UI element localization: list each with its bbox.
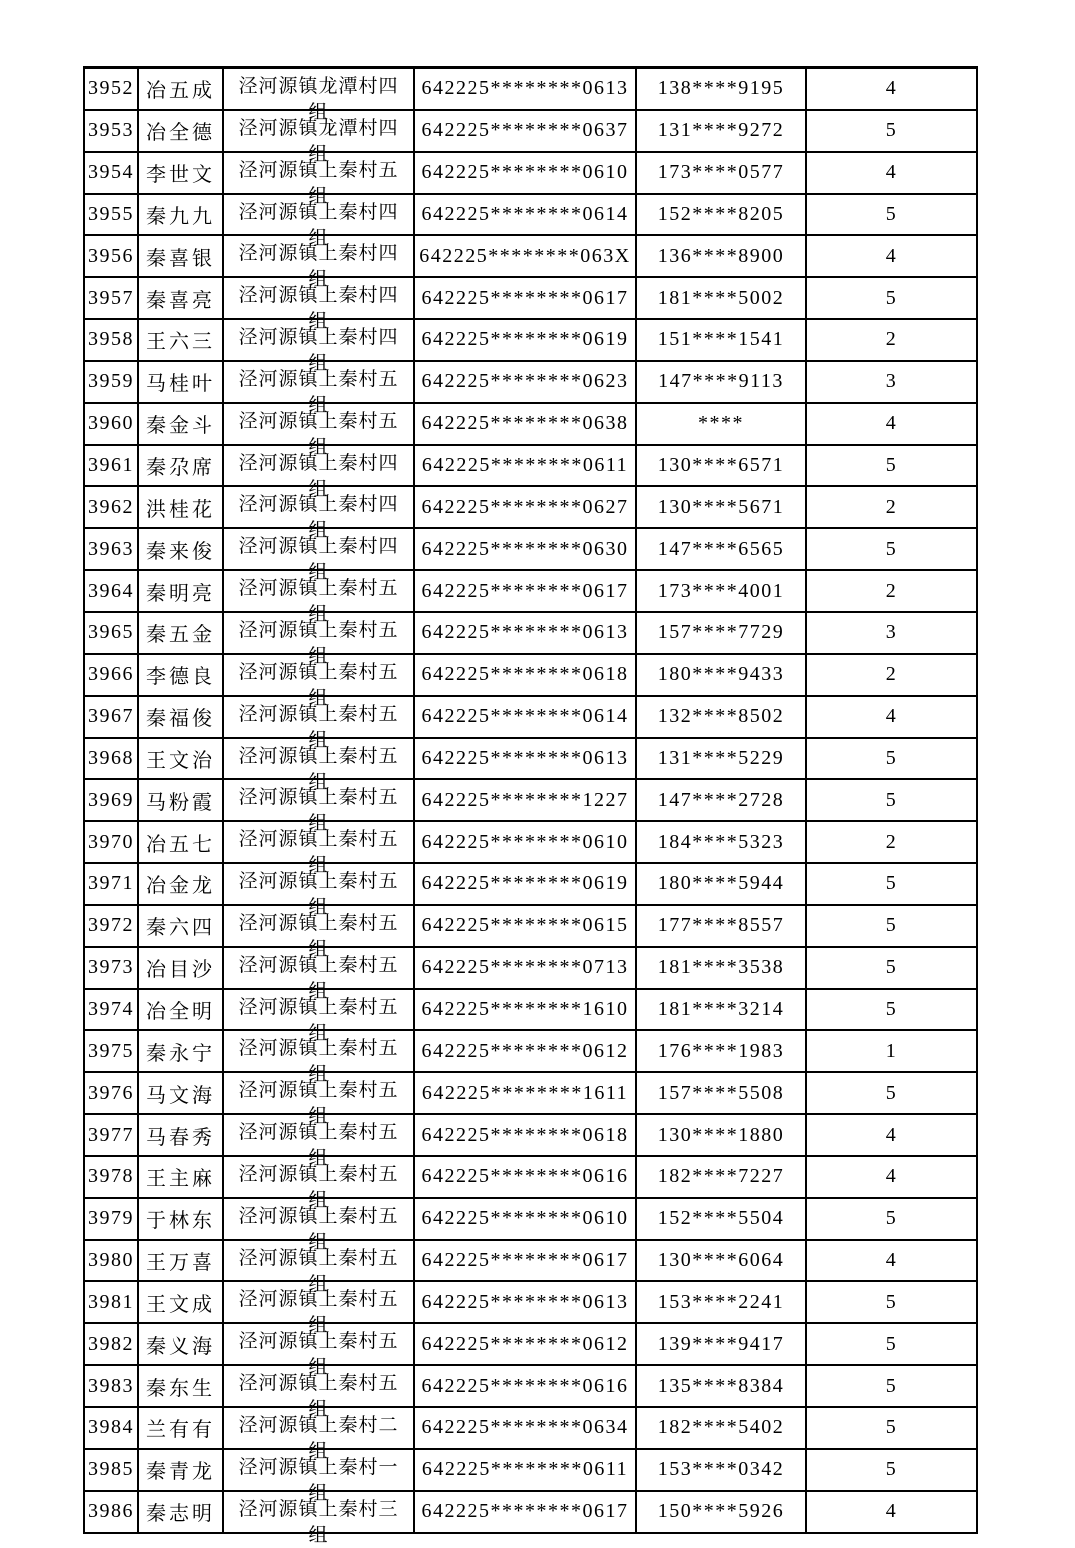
cell-household-count: 5 xyxy=(806,905,977,947)
cell-address xyxy=(223,361,414,416)
address-text: 泾河源镇上秦村五 组 xyxy=(238,702,399,751)
address-text: 泾河源镇上秦村五 组 xyxy=(238,1330,399,1379)
cell-household-count: 4 xyxy=(806,235,977,277)
cell-name: 王文治 xyxy=(138,738,223,780)
cell-address xyxy=(223,1072,414,1128)
cell-name: 王主麻 xyxy=(138,1156,223,1198)
cell-id-masked: 642225********1227 xyxy=(414,779,636,821)
table-row xyxy=(84,1198,977,1240)
cell-id-masked: 642225********1610 xyxy=(414,989,636,1031)
address-text: 泾河源镇上秦村四 组 xyxy=(238,326,399,375)
cell-phone-masked: 151****1541 xyxy=(636,319,806,361)
cell-household-count: 2 xyxy=(806,821,977,863)
cell-name: 冶五七 xyxy=(138,821,223,863)
address-text: 泾河源镇上秦村五 组 xyxy=(238,618,399,667)
cell-household-count: 5 xyxy=(806,277,977,319)
cell-row-number: 3953 xyxy=(84,110,138,152)
table-row xyxy=(84,612,977,654)
cell-name: 秦福俊 xyxy=(138,696,223,738)
address-text: 泾河源镇龙潭村四 组 xyxy=(238,116,399,165)
cell-address xyxy=(223,1198,414,1253)
cell-household-count: 4 xyxy=(806,68,977,110)
address-text: 泾河源镇上秦村五 组 xyxy=(238,367,399,416)
cell-household-count: 4 xyxy=(806,1240,977,1282)
cell-household-count: 4 xyxy=(806,152,977,194)
cell-address xyxy=(223,1114,414,1170)
table-row xyxy=(84,1072,977,1114)
cell-name: 李德良 xyxy=(138,654,223,696)
cell-row-number: 3960 xyxy=(84,403,138,445)
address-text: 泾河源镇上秦村五 组 xyxy=(238,995,399,1044)
cell-address xyxy=(223,1407,414,1462)
address-text: 泾河源镇上秦村五 组 xyxy=(238,1204,399,1253)
cell-row-number: 3980 xyxy=(84,1240,138,1282)
cell-row-number: 3984 xyxy=(84,1407,138,1449)
cell-household-count: 5 xyxy=(806,1407,977,1449)
cell-row-number: 3974 xyxy=(84,989,138,1031)
table-row xyxy=(84,403,977,445)
cell-id-masked: 642225********0619 xyxy=(414,319,636,361)
cell-phone-masked: 132****8502 xyxy=(636,696,806,738)
cell-id-masked: 642225********0617 xyxy=(414,1240,636,1282)
cell-phone-masked: 184****5323 xyxy=(636,821,806,863)
cell-name: 秦来俊 xyxy=(138,528,223,570)
cell-address xyxy=(223,403,414,458)
cell-household-count: 5 xyxy=(806,445,977,487)
cell-household-count: 3 xyxy=(806,612,977,654)
cell-address xyxy=(223,1281,414,1337)
address-text: 泾河源镇上秦村五 组 xyxy=(238,660,399,709)
cell-address xyxy=(223,277,414,333)
cell-row-number: 3978 xyxy=(84,1156,138,1198)
address-text: 泾河源镇上秦村四 组 xyxy=(238,535,399,584)
cell-household-count: 5 xyxy=(806,194,977,236)
cell-id-masked: 642225********0627 xyxy=(414,486,636,528)
cell-address xyxy=(223,110,414,165)
cell-phone-masked: 176****1983 xyxy=(636,1030,806,1072)
cell-address xyxy=(223,235,414,291)
address-text: 泾河源镇上秦村五 组 xyxy=(238,786,399,835)
cell-address xyxy=(223,319,414,375)
cell-phone-masked: 181****5002 xyxy=(636,277,806,319)
cell-address xyxy=(223,1449,414,1504)
cell-address xyxy=(223,1323,414,1379)
cell-id-masked: 642225********0613 xyxy=(414,738,636,780)
cell-household-count: 5 xyxy=(806,1323,977,1365)
cell-household-count: 4 xyxy=(806,1114,977,1156)
cell-household-count: 2 xyxy=(806,654,977,696)
cell-id-masked: 642225********0619 xyxy=(414,863,636,905)
address-text: 泾河源镇上秦村三 组 xyxy=(238,1497,399,1546)
cell-phone-masked: 138****9195 xyxy=(636,68,806,110)
cell-phone-masked: 130****6064 xyxy=(636,1240,806,1282)
cell-name: 秦六四 xyxy=(138,905,223,947)
cell-row-number: 3966 xyxy=(84,654,138,696)
cell-household-count: 2 xyxy=(806,570,977,612)
table-row xyxy=(84,863,977,905)
address-text: 泾河源镇上秦村五 组 xyxy=(238,577,399,626)
cell-address xyxy=(223,989,414,1044)
cell-household-count: 5 xyxy=(806,947,977,989)
cell-row-number: 3969 xyxy=(84,779,138,821)
table-row xyxy=(84,989,977,1031)
table-row xyxy=(84,696,977,738)
cell-row-number: 3983 xyxy=(84,1365,138,1407)
cell-address xyxy=(223,194,414,249)
cell-phone-masked: 136****8900 xyxy=(636,235,806,277)
cell-name: 秦喜亮 xyxy=(138,277,223,319)
table-row xyxy=(84,1449,977,1491)
cell-name: 秦青龙 xyxy=(138,1449,223,1491)
cell-household-count: 5 xyxy=(806,1449,977,1491)
cell-address xyxy=(223,738,414,793)
cell-address xyxy=(223,905,414,960)
cell-phone-masked: 157****5508 xyxy=(636,1072,806,1114)
address-text: 泾河源镇上秦村四 组 xyxy=(238,284,399,333)
table-row xyxy=(84,319,977,361)
cell-household-count: 5 xyxy=(806,989,977,1031)
cell-name: 兰有有 xyxy=(138,1407,223,1449)
cell-phone-masked: 152****8205 xyxy=(636,194,806,236)
address-text: 泾河源镇上秦村五 组 xyxy=(238,911,399,960)
address-text: 泾河源镇上秦村五 组 xyxy=(238,744,399,793)
table-row xyxy=(84,1323,977,1365)
residents-table xyxy=(83,66,978,1546)
cell-name: 秦五金 xyxy=(138,612,223,654)
cell-name: 王文成 xyxy=(138,1281,223,1323)
cell-phone-masked: 130****5671 xyxy=(636,486,806,528)
address-text: 泾河源镇上秦村五 组 xyxy=(238,953,399,1002)
cell-address xyxy=(223,654,414,709)
cell-name: 马文海 xyxy=(138,1072,223,1114)
cell-id-masked: 642225********0611 xyxy=(414,1449,636,1491)
cell-address xyxy=(223,1240,414,1295)
cell-phone-masked: 147****9113 xyxy=(636,361,806,403)
cell-row-number: 3973 xyxy=(84,947,138,989)
cell-name: 秦义海 xyxy=(138,1323,223,1365)
cell-row-number: 3986 xyxy=(84,1491,138,1533)
table-row xyxy=(84,738,977,780)
cell-household-count: 3 xyxy=(806,361,977,403)
cell-row-number: 3972 xyxy=(84,905,138,947)
cell-row-number: 3982 xyxy=(84,1323,138,1365)
cell-id-masked: 642225********0613 xyxy=(414,68,636,110)
cell-phone-masked: 180****5944 xyxy=(636,863,806,905)
cell-row-number: 3976 xyxy=(84,1072,138,1114)
cell-id-masked: 642225********0618 xyxy=(414,1114,636,1156)
cell-name: 秦金斗 xyxy=(138,403,223,445)
cell-id-masked: 642225********0615 xyxy=(414,905,636,947)
cell-phone-masked: 173****4001 xyxy=(636,570,806,612)
cell-row-number: 3971 xyxy=(84,863,138,905)
cell-id-masked: 642225********0617 xyxy=(414,277,636,319)
cell-household-count: 5 xyxy=(806,863,977,905)
cell-row-number: 3977 xyxy=(84,1114,138,1156)
table-row xyxy=(84,1156,977,1198)
cell-id-masked: 642225********0713 xyxy=(414,947,636,989)
residents-table-body xyxy=(84,68,977,1546)
table-row xyxy=(84,486,977,528)
cell-id-masked: 642225********0612 xyxy=(414,1030,636,1072)
cell-phone-masked: 131****5229 xyxy=(636,738,806,780)
cell-address xyxy=(223,1156,414,1211)
cell-name: 马粉霞 xyxy=(138,779,223,821)
cell-name: 李世文 xyxy=(138,152,223,194)
cell-id-masked: 642225********0612 xyxy=(414,1323,636,1365)
table-row xyxy=(84,194,977,236)
table-row xyxy=(84,654,977,696)
cell-phone-masked: 139****9417 xyxy=(636,1323,806,1365)
cell-id-masked: 642225********0610 xyxy=(414,152,636,194)
cell-id-masked: 642225********0610 xyxy=(414,821,636,863)
table-row xyxy=(84,1114,977,1156)
cell-id-masked: 642225********0637 xyxy=(414,110,636,152)
cell-household-count: 5 xyxy=(806,528,977,570)
address-text: 泾河源镇上秦村五 组 xyxy=(238,1372,399,1421)
cell-household-count: 5 xyxy=(806,738,977,780)
table-row xyxy=(84,361,977,403)
cell-row-number: 3956 xyxy=(84,235,138,277)
cell-row-number: 3967 xyxy=(84,696,138,738)
address-text: 泾河源镇上秦村五 组 xyxy=(238,158,399,207)
cell-address xyxy=(223,445,414,500)
cell-row-number: 3963 xyxy=(84,528,138,570)
cell-address xyxy=(223,612,414,667)
cell-name: 王六三 xyxy=(138,319,223,361)
cell-name: 冶目沙 xyxy=(138,947,223,989)
cell-row-number: 3964 xyxy=(84,570,138,612)
table-row xyxy=(84,1491,977,1533)
table-row xyxy=(84,947,977,989)
cell-phone-masked: 182****7227 xyxy=(636,1156,806,1198)
address-text: 泾河源镇上秦村四 组 xyxy=(238,242,399,291)
cell-row-number: 3962 xyxy=(84,486,138,528)
table-row xyxy=(84,68,977,110)
cell-phone-masked: 153****2241 xyxy=(636,1281,806,1323)
cell-name: 秦尕席 xyxy=(138,445,223,487)
address-text: 泾河源镇上秦村五 组 xyxy=(238,1246,399,1295)
cell-phone-masked: 135****8384 xyxy=(636,1365,806,1407)
cell-phone-masked: 131****9272 xyxy=(636,110,806,152)
table-row xyxy=(84,528,977,570)
table-row xyxy=(84,1030,977,1072)
table-row xyxy=(84,1365,977,1407)
cell-household-count: 4 xyxy=(806,696,977,738)
cell-id-masked: 642225********0638 xyxy=(414,403,636,445)
address-text: 泾河源镇上秦村五 组 xyxy=(238,828,399,877)
cell-household-count: 2 xyxy=(806,486,977,528)
cell-row-number: 3965 xyxy=(84,612,138,654)
cell-household-count: 4 xyxy=(806,1491,977,1533)
cell-name: 秦九九 xyxy=(138,194,223,236)
cell-name: 秦喜银 xyxy=(138,235,223,277)
cell-household-count: 5 xyxy=(806,1365,977,1407)
cell-address xyxy=(223,486,414,542)
cell-id-masked: 642225********0623 xyxy=(414,361,636,403)
cell-household-count: 4 xyxy=(806,403,977,445)
cell-row-number: 3961 xyxy=(84,445,138,487)
cell-id-masked: 642225********0611 xyxy=(414,445,636,487)
cell-row-number: 3979 xyxy=(84,1198,138,1240)
address-text: 泾河源镇上秦村五 组 xyxy=(238,1288,399,1337)
cell-phone-masked: 181****3538 xyxy=(636,947,806,989)
cell-id-masked: 642225********0630 xyxy=(414,528,636,570)
cell-id-masked: 642225********1611 xyxy=(414,1072,636,1114)
cell-address xyxy=(223,528,414,584)
cell-phone-masked: 173****0577 xyxy=(636,152,806,194)
cell-id-masked: 642225********0618 xyxy=(414,654,636,696)
cell-phone-masked: 150****5926 xyxy=(636,1491,806,1533)
cell-household-count: 4 xyxy=(806,1156,977,1198)
cell-id-masked: 642225********063X xyxy=(414,235,636,277)
cell-row-number: 3959 xyxy=(84,361,138,403)
cell-address xyxy=(223,68,414,123)
address-text: 泾河源镇上秦村二 组 xyxy=(238,1414,399,1462)
table-row xyxy=(84,779,977,821)
cell-id-masked: 642225********0613 xyxy=(414,612,636,654)
cell-row-number: 3957 xyxy=(84,277,138,319)
cell-name: 冶金龙 xyxy=(138,863,223,905)
cell-phone-masked: 153****0342 xyxy=(636,1449,806,1491)
cell-address xyxy=(223,1030,414,1086)
cell-address xyxy=(223,947,414,1002)
cell-phone-masked: 182****5402 xyxy=(636,1407,806,1449)
cell-household-count: 5 xyxy=(806,1072,977,1114)
cell-id-masked: 642225********0616 xyxy=(414,1156,636,1198)
cell-row-number: 3952 xyxy=(84,68,138,110)
cell-row-number: 3954 xyxy=(84,152,138,194)
cell-name: 洪桂花 xyxy=(138,486,223,528)
address-text: 泾河源镇上秦村五 组 xyxy=(238,1037,399,1086)
cell-household-count: 5 xyxy=(806,1198,977,1240)
cell-household-count: 1 xyxy=(806,1030,977,1072)
address-text: 泾河源镇上秦村四 组 xyxy=(238,200,399,249)
table-row xyxy=(84,235,977,277)
table-row xyxy=(84,1240,977,1282)
cell-phone-masked: 147****2728 xyxy=(636,779,806,821)
cell-address xyxy=(223,1491,414,1546)
cell-name: 王万喜 xyxy=(138,1240,223,1282)
cell-name: 于林东 xyxy=(138,1198,223,1240)
address-text: 泾河源镇上秦村四 组 xyxy=(238,493,399,542)
table-row xyxy=(84,1407,977,1449)
cell-address xyxy=(223,1365,414,1421)
cell-household-count: 5 xyxy=(806,1281,977,1323)
cell-id-masked: 642225********0610 xyxy=(414,1198,636,1240)
cell-name: 秦志明 xyxy=(138,1491,223,1533)
cell-phone-masked: **** xyxy=(636,403,806,445)
table-row xyxy=(84,821,977,863)
cell-phone-masked: 130****6571 xyxy=(636,445,806,487)
cell-phone-masked: 147****6565 xyxy=(636,528,806,570)
cell-household-count: 5 xyxy=(806,110,977,152)
cell-name: 秦东生 xyxy=(138,1365,223,1407)
cell-phone-masked: 180****9433 xyxy=(636,654,806,696)
cell-name: 马桂叶 xyxy=(138,361,223,403)
cell-name: 马春秀 xyxy=(138,1114,223,1156)
cell-name: 秦明亮 xyxy=(138,570,223,612)
cell-row-number: 3975 xyxy=(84,1030,138,1072)
cell-row-number: 3968 xyxy=(84,738,138,780)
cell-id-masked: 642225********0613 xyxy=(414,1281,636,1323)
cell-address xyxy=(223,863,414,919)
cell-phone-masked: 177****8557 xyxy=(636,905,806,947)
cell-address xyxy=(223,696,414,751)
table-row xyxy=(84,445,977,487)
cell-id-masked: 642225********0616 xyxy=(414,1365,636,1407)
table-row xyxy=(84,570,977,612)
cell-phone-masked: 157****7729 xyxy=(636,612,806,654)
cell-name: 冶全明 xyxy=(138,989,223,1031)
cell-row-number: 3970 xyxy=(84,821,138,863)
cell-row-number: 3958 xyxy=(84,319,138,361)
cell-id-masked: 642225********0614 xyxy=(414,696,636,738)
cell-id-masked: 642225********0614 xyxy=(414,194,636,236)
cell-address xyxy=(223,152,414,207)
cell-household-count: 5 xyxy=(806,779,977,821)
cell-address xyxy=(223,821,414,877)
address-text: 泾河源镇上秦村五 组 xyxy=(238,1079,399,1128)
cell-row-number: 3981 xyxy=(84,1281,138,1323)
address-text: 泾河源镇龙潭村四 组 xyxy=(238,75,399,123)
cell-row-number: 3985 xyxy=(84,1449,138,1491)
cell-phone-masked: 181****3214 xyxy=(636,989,806,1031)
cell-name: 冶五成 xyxy=(138,68,223,110)
cell-id-masked: 642225********0617 xyxy=(414,570,636,612)
cell-name: 秦永宁 xyxy=(138,1030,223,1072)
table-row xyxy=(84,905,977,947)
table-row xyxy=(84,277,977,319)
cell-address xyxy=(223,570,414,626)
cell-id-masked: 642225********0617 xyxy=(414,1491,636,1533)
cell-id-masked: 642225********0634 xyxy=(414,1407,636,1449)
cell-household-count: 2 xyxy=(806,319,977,361)
table-row xyxy=(84,1281,977,1323)
cell-address xyxy=(223,779,414,835)
table-row xyxy=(84,110,977,152)
address-text: 泾河源镇上秦村五 组 xyxy=(238,870,399,919)
table-row xyxy=(84,152,977,194)
address-text: 泾河源镇上秦村一 组 xyxy=(238,1455,399,1504)
cell-phone-masked: 130****1880 xyxy=(636,1114,806,1156)
address-text: 泾河源镇上秦村四 组 xyxy=(238,451,399,500)
cell-row-number: 3955 xyxy=(84,194,138,236)
cell-name: 冶全德 xyxy=(138,110,223,152)
address-text: 泾河源镇上秦村五 组 xyxy=(238,1162,399,1211)
address-text: 泾河源镇上秦村五 组 xyxy=(238,1121,399,1170)
address-text: 泾河源镇上秦村五 组 xyxy=(238,409,399,458)
cell-phone-masked: 152****5504 xyxy=(636,1198,806,1240)
